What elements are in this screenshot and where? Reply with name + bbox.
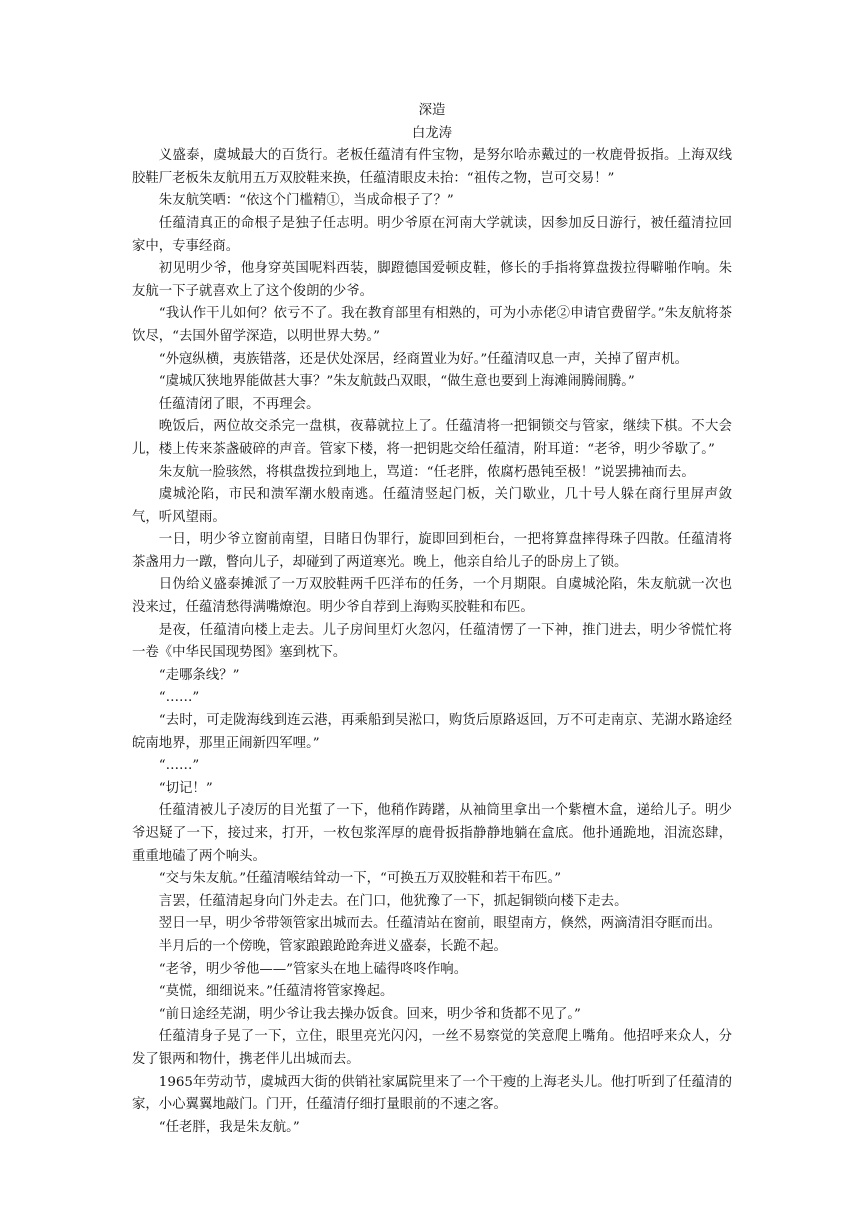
article-title: 深造 [418, 103, 446, 118]
paragraph: 虞城沦陷，市民和溃军潮水般南逃。任蕴清竖起门板，关门歇业，几十号人躲在商行里屏声敛气，听风望雨。 [132, 487, 732, 525]
paragraph: 任蕴清身子晃了一下，立住，眼里亮光闪闪，一丝不易察觉的笑意爬上嘴角。他招呼来众人，分发了银两和物什，携老伴儿出城而去。 [132, 1029, 732, 1067]
paragraph: “前日途经芜湖，明少爷让我去操办饭食。回来，明少爷和货都不见了。” [158, 1006, 581, 1022]
paragraph: 任蕴清闭了眼，不再理会。 [158, 396, 320, 412]
paragraph: “切记！” [158, 780, 213, 796]
paragraph: “我认作干儿如何？依亏不了。我在教育部里有相熟的，可为小赤佬②申请官费留学。”朱友航将茶饮尽，“去国外留学深造，以明世界大势。” [132, 306, 732, 344]
paragraph: “虞城仄狭地界能做甚大事？”朱友航鼓凸双眼，“做生意也要到上海滩闹腾闹腾。” [158, 374, 635, 390]
paragraph: “走哪条线？” [158, 667, 240, 683]
paragraph: 半月后的一个傍晚，管家踉踉跄跄奔进义盛泰，长跪不起。 [158, 938, 507, 954]
paragraph: “交与朱友航。”任蕴清喉结耸动一下，“可换五万双胶鞋和若干布匹。” [158, 871, 562, 887]
paragraph: 是夜，任蕴清向楼上走去。儿子房间里灯火忽闪，任蕴清愣了一下神，推门进去，明少爷慌忙将一卷《中华民国现势图》塞到枕下。 [132, 622, 732, 661]
paragraph: 任蕴清真正的命根子是独子任志明。明少爷原在河南大学就读，因参加反日游行，被任蕴清拉回家中，专事经商。 [132, 215, 732, 254]
paragraph: 任蕴清被儿子凌厉的目光蜇了一下，他稍作踌躇，从袖筒里拿出一个紫檀木盒，递给儿子。明少爷迟疑了一下，接过来，打开，一枚包浆浑厚的鹿骨扳指静静地躺在盒底。他扑通跪地，泪流恣肆，重重地磕了两个响头。 [132, 803, 732, 864]
paragraph: 初见明少爷，他身穿英国呢料西装，脚蹬德国爱顿皮鞋，修长的手指将算盘拨拉得噼啪作响。朱友航一下子就喜欢上了这个俊朗的少爷。 [132, 261, 732, 299]
paragraph: “……” [158, 690, 200, 706]
paragraph: “……” [158, 758, 200, 774]
paragraph: “莫慌，细细说来。”任蕴清将管家搀起。 [158, 984, 394, 1000]
paragraph: 翌日一早，明少爷带领管家出城而去。任蕴清站在窗前，眼望南方，倏然，两滴清泪夺眶而出。 [158, 916, 722, 932]
paragraph: “去时，可走陇海线到连云港，再乘船到吴淞口，购货后原路返回，万不可走南京、芜湖水路途经皖南地界，那里正闹新四军哩。” [132, 713, 732, 751]
paragraph: 言罢，任蕴清起身向门外走去。在门口，他犹豫了一下，抓起铜锁向楼下走去。 [158, 893, 628, 909]
paragraph: 晚饭后，两位故交杀完一盘棋，夜幕就拉上了。任蕴清将一把铜锁交与管家，继续下棋。不大会儿，楼上传来茶盏破碎的声音。管家下楼，将一把钥匙交给任蕴清，附耳道：“老爷，明少爷歇了。” [132, 419, 732, 457]
paragraph: 义盛泰，虞城最大的百货行。老板任蕴清有件宝物，是努尔哈赤戴过的一枚鹿骨扳指。上海双线胶鞋厂老板朱友航用五万双胶鞋来换，任蕴清眼皮未抬：“祖传之物，岂可交易！” [132, 148, 732, 186]
paragraph: 朱友航笑哂：“依这个门槛精①，当成命根子了？” [158, 193, 454, 209]
paragraph: “外寇纵横，夷族错落，还是伏处深居，经商置业为好。”任蕴清叹息一声，关掉了留声机。 [158, 351, 689, 367]
paragraph: 1965年劳动节，虞城西大街的供销社家属院里来了一个干瘦的上海老头儿。他打听到了任蕴清的家，小心翼翼地敲门。门开，任蕴清仔细打量眼前的不速之客。 [132, 1074, 732, 1113]
article-body [132, 145, 732, 1139]
paragraph: 朱友航一脸骇然，将棋盘拨拉到地上，骂道：“任老胖，侬腐朽愚钝至极！”说罢拂袖而去。 [158, 464, 695, 480]
paragraph: “任老胖，我是朱友航。” [158, 1119, 300, 1135]
paragraph: 一日，明少爷立窗前南望，目睹日伪罪行，旋即回到柜台，一把将算盘摔得珠子四散。任蕴清将茶盏用力一蹾，瞥向儿子，却碰到了两道寒光。晚上，他亲自给儿子的卧房上了锁。 [132, 532, 732, 570]
article [132, 100, 732, 1139]
article-author: 白龙涛 [411, 125, 453, 141]
paragraph: “老爷，明少爷他——”管家头在地上磕得咚咚作响。 [158, 961, 468, 977]
paragraph: 日伪给义盛泰摊派了一万双胶鞋两千匹洋布的任务，一个月期限。自虞城沦陷，朱友航就一次也没来过，任蕴清愁得满嘴燎泡。明少爷自荐到上海购买胶鞋和布匹。 [132, 577, 732, 616]
